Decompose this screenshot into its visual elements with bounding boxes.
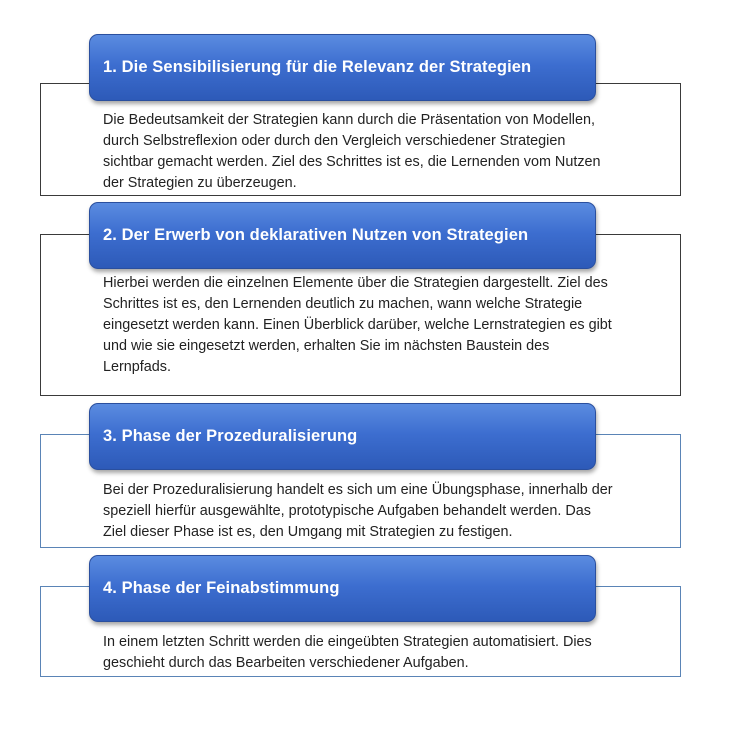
text-line: Die Bedeutsamkeit der Strategien kann durch die Präsentation von Modellen,: [103, 112, 595, 128]
text-line: Bei der Prozeduralisierung handelt es sich um eine Übungsphase, innerhalb der: [103, 482, 613, 498]
step-4-header: [89, 555, 596, 622]
text-line: durch Selbstreflexion oder durch den Vergleich verschiedener Strategien: [103, 133, 566, 149]
text-line: sichtbar gemacht werden. Ziel des Schrittes ist es, die Lernenden vom Nutzen: [103, 154, 601, 170]
step-1-description: [103, 110, 681, 194]
text-line: Ziel dieser Phase ist es, den Umgang mit Strategien zu festigen.: [103, 524, 513, 540]
step-2-title: 2. Der Erwerb von deklarativen Nutzen von Strategien: [103, 226, 529, 244]
text-line: speziell hierfür ausgewählte, prototypische Aufgaben behandelt werden. Das: [103, 503, 591, 519]
step-3-description: [103, 480, 681, 543]
text-line: Schrittes ist es, den Lernenden deutlich zu machen, wann welche Strategie: [103, 296, 583, 312]
step-2-header: [89, 202, 596, 269]
step-3-title: 3. Phase der Prozeduralisierung: [103, 427, 358, 445]
step-3-header: [89, 403, 596, 470]
step-1-header: [89, 34, 596, 101]
step-2-description: [103, 273, 681, 378]
step-1-title: 1. Die Sensibilisierung für die Relevanz der Strategien: [103, 58, 532, 76]
text-line: Lernpfads.: [103, 359, 172, 375]
text-line: der Strategien zu überzeugen.: [103, 175, 297, 191]
text-line: Hierbei werden die einzelnen Elemente über die Strategien dargestellt. Ziel des: [103, 275, 608, 291]
text-line: In einem letzten Schritt werden die eingeübten Strategien automatisiert. Dies: [103, 634, 592, 650]
step-4-description: [103, 632, 681, 674]
text-line: geschieht durch das Bearbeiten verschiedener Aufgaben.: [103, 655, 469, 671]
step-4-title: 4. Phase der Feinabstimmung: [103, 579, 340, 597]
text-line: eingesetzt werden kann. Einen Überblick darüber, welche Lernstrategien es gibt: [103, 317, 612, 333]
text-line: und wie sie eingesetzt werden, erhalten Sie im nächsten Baustein des: [103, 338, 550, 354]
